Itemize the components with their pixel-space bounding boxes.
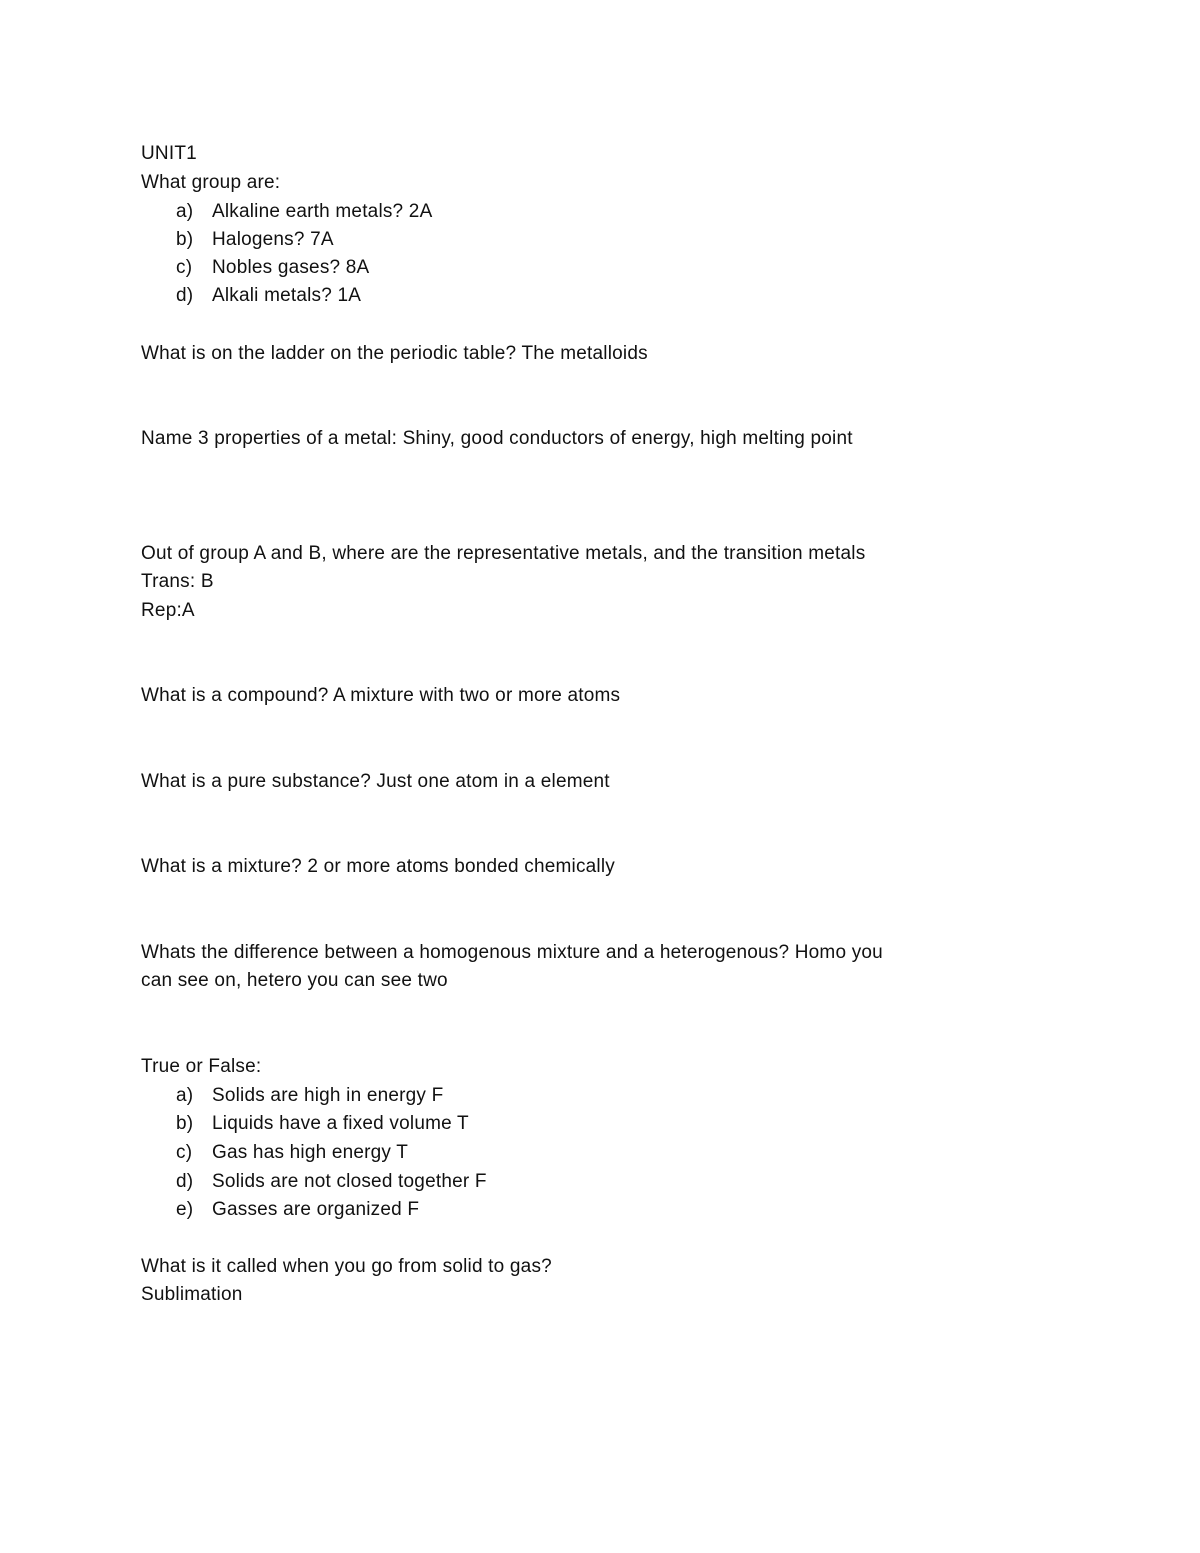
list-item xyxy=(176,1142,408,1164)
question-homo-hetero-line2: can see on, hetero you can see two xyxy=(141,970,448,991)
list-marker: b) xyxy=(176,1113,194,1134)
list-item xyxy=(176,1171,487,1193)
question-pure-substance: What is a pure substance? Just one atom in a element xyxy=(141,771,610,792)
list-item-text: Alkali metals? 1A xyxy=(212,285,362,306)
list-item-text: Gasses are organized F xyxy=(212,1199,420,1220)
question-groups-prompt: What group are: xyxy=(141,172,281,193)
list-marker: e) xyxy=(176,1199,194,1220)
list-item xyxy=(176,229,334,251)
question-group-a-b: Out of group A and B, where are the representative metals, and the transition metals xyxy=(141,543,866,564)
unit-heading: UNIT1 xyxy=(141,143,197,164)
list-marker: a) xyxy=(176,201,194,222)
question-homo-hetero-line1: Whats the difference between a homogenous mixture and a heterogenous? Homo you xyxy=(141,942,883,963)
answer-rep: Rep:A xyxy=(141,600,195,621)
list-item-text: Halogens? 7A xyxy=(212,229,334,250)
list-item-text: Gas has high energy T xyxy=(212,1142,409,1163)
true-false-prompt: True or False: xyxy=(141,1056,262,1077)
list-item-text: Nobles gases? 8A xyxy=(212,257,370,278)
question-mixture: What is a mixture? 2 or more atoms bonded chemically xyxy=(141,856,615,877)
list-item xyxy=(176,1113,469,1135)
list-item xyxy=(176,285,361,307)
question-compound: What is a compound? A mixture with two or more atoms xyxy=(141,685,621,706)
list-marker: d) xyxy=(176,285,194,306)
list-marker: b) xyxy=(176,229,194,250)
question-sublimation: What is it called when you go from solid to gas? xyxy=(141,1256,552,1277)
question-metal-properties: Name 3 properties of a metal: Shiny, good conductors of energy, high melting point xyxy=(141,428,853,449)
list-item-text: Liquids have a fixed volume T xyxy=(212,1113,469,1134)
list-item-text: Alkaline earth metals? 2A xyxy=(212,201,433,222)
list-marker: a) xyxy=(176,1085,194,1106)
list-item-text: Solids are high in energy F xyxy=(212,1085,444,1106)
answer-sublimation: Sublimation xyxy=(141,1284,243,1305)
list-item xyxy=(176,1085,443,1107)
answer-trans: Trans: B xyxy=(141,571,214,592)
list-item xyxy=(176,257,369,279)
question-ladder: What is on the ladder on the periodic table? The metalloids xyxy=(141,343,648,364)
list-marker: d) xyxy=(176,1171,194,1192)
list-item-text: Solids are not closed together F xyxy=(212,1171,487,1192)
list-marker: c) xyxy=(176,1142,193,1163)
list-item xyxy=(176,201,432,223)
list-item xyxy=(176,1199,419,1221)
list-marker: c) xyxy=(176,257,193,278)
